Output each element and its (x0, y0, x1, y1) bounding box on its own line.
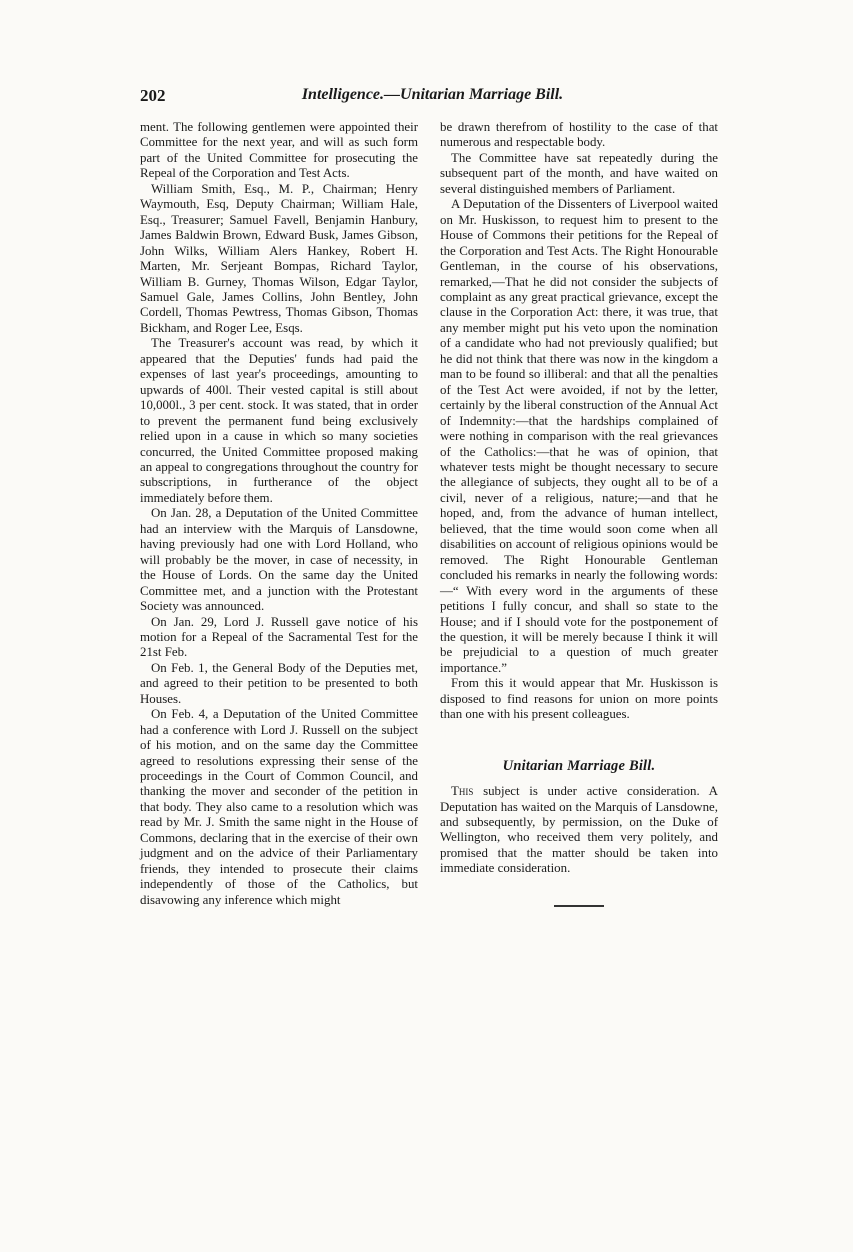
right-column (440, 120, 718, 907)
paragraph: A Deputation of the Dissenters of Liverpool waited on Mr. Huskisson, to request him to present to the House of Commons their petitions for the Repeal of the Corporation and Test Acts. The Right Honourable Gentleman, in the course of his observations, remarked,—That he did not consider the subjects of complaint as any great practical grievance, except the clause in the Corporation Act: there, it was true, that any member might put his veto upon the nomination of a candidate who had not previously qualified; but he did not think that there was now in the kingdom a man to be found so illiberal: and that all the penalties of the Test Act were avoided, if not by the letter, certainly by the liberal construction of the Annual Act of Indemnity:—that the hardships complained of were nothing in comparison with the real grievances of the Catholics:—that he was of opinion, that whatever tests might be thought necessary to secure the allegiance of subjects, they ought all to be of a civil, never of a religious, nature;—and that he hoped, and, from the advance of human intellect, believed, that the time would soon come when all disabilities on account of religious opinions would be removed. The Right Honourable Gentleman concluded his remarks in nearly the following words:—“ With every word in the arguments of these petitions I fully concur, and shall so state to the House; and if I should vote for the postponement of the question, it will be merely because I think it will be prejudicial to a question of much greater importance.” (440, 197, 718, 675)
section-heading: Unitarian Marriage Bill. (502, 757, 656, 774)
paragraph-text: subject is under active consideration. A Deputation has waited on the Marquis of Lansdowne, and subsequently, by permission, on the Duke of Wellington, who received them very politely, and promised that the matter should be taken into immediate consideration. (440, 784, 718, 876)
paragraph: be drawn therefrom of hostility to the case of that numerous and respectable body. (440, 120, 718, 150)
page-header (140, 86, 725, 112)
paragraph: On Jan. 28, a Deputation of the United Committee had an interview with the Marquis of Lansdowne, having previously had one with Lord Holland, who will probably be the mover, in case of necessity, in the House of Lords. On the same day the United Committee met, and a junction with the Protestant Society was announced. (140, 506, 418, 614)
paragraph: On Feb. 4, a Deputation of the United Committee had a conference with Lord J. Russell on the subject of his motion, and on the same day the Committee agreed to resolutions expressing their sense of the proceedings in the Court of Common Council, and thanking the mover and seconder of the petition in that body. They also came to a resolution which was read by Mr. J. Smith the same night in the House of Commons, declaring that in the exercise of their own judgment and on the advice of their Parliamentary friends, they intended to prosecute their claims independently of those of the Catholics, but disavowing any inference which might (140, 707, 418, 907)
paragraph: William Smith, Esq., M. P., Chairman; Henry Waymouth, Esq, Deputy Chairman; William Hale, Esq., Treasurer; Samuel Favell, Benjamin Hanbury, James Baldwin Brown, Edward Busk, James Gibson, John Wilks, William Alers Hankey, Robert H. Marten, Mr. Serjeant Bompas, Richard Taylor, William B. Gurney, Thomas Wilson, Edgar Taylor, Samuel Gale, James Collins, John Bentley, John Cordell, Thomas Pewtress, Thomas Gibson, Thomas Bickham, and Roger Lee, Esqs. (140, 181, 418, 335)
paragraph: The Committee have sat repeatedly during the subsequent part of the month, and have waited on several distinguished members of Parliament. (440, 150, 718, 196)
lead-word: This (451, 784, 474, 799)
paragraph: On Feb. 1, the General Body of the Deputies met, and agreed to their petition to be presented to both Houses. (140, 660, 418, 706)
end-rule (554, 905, 604, 907)
left-column (140, 120, 418, 908)
page-number: 202 (140, 86, 166, 105)
paragraph: From this it would appear that Mr. Huskisson is disposed to find reasons for union on more points than one with his present colleagues. (440, 676, 718, 722)
paragraph (440, 784, 718, 877)
running-title: Intelligence.—Unitarian Marriage Bill. (301, 86, 564, 103)
paragraph: On Jan. 29, Lord J. Russell gave notice of his motion for a Repeal of the Sacramental Test for the 21st Feb. (140, 614, 418, 660)
paragraph: The Treasurer's account was read, by which it appeared that the Deputies' funds had paid the expenses of last year's proceedings, amounting to upwards of 400l. Their vested capital is still about 10,000l., 3 per cent. stock. It was stated, that in order to prevent the permanent fund being exclusively relied upon in a cause in which so many societies concurred, the United Committee proposed making an appeal to congregations throughout the country for subscriptions, in furtherance of the object immediately before them. (140, 336, 418, 505)
paragraph: ment. The following gentlemen were appointed their Committee for the next year, and will as such form part of the United Committee for prosecuting the Repeal of the Corporation and Test Acts. (140, 120, 418, 181)
